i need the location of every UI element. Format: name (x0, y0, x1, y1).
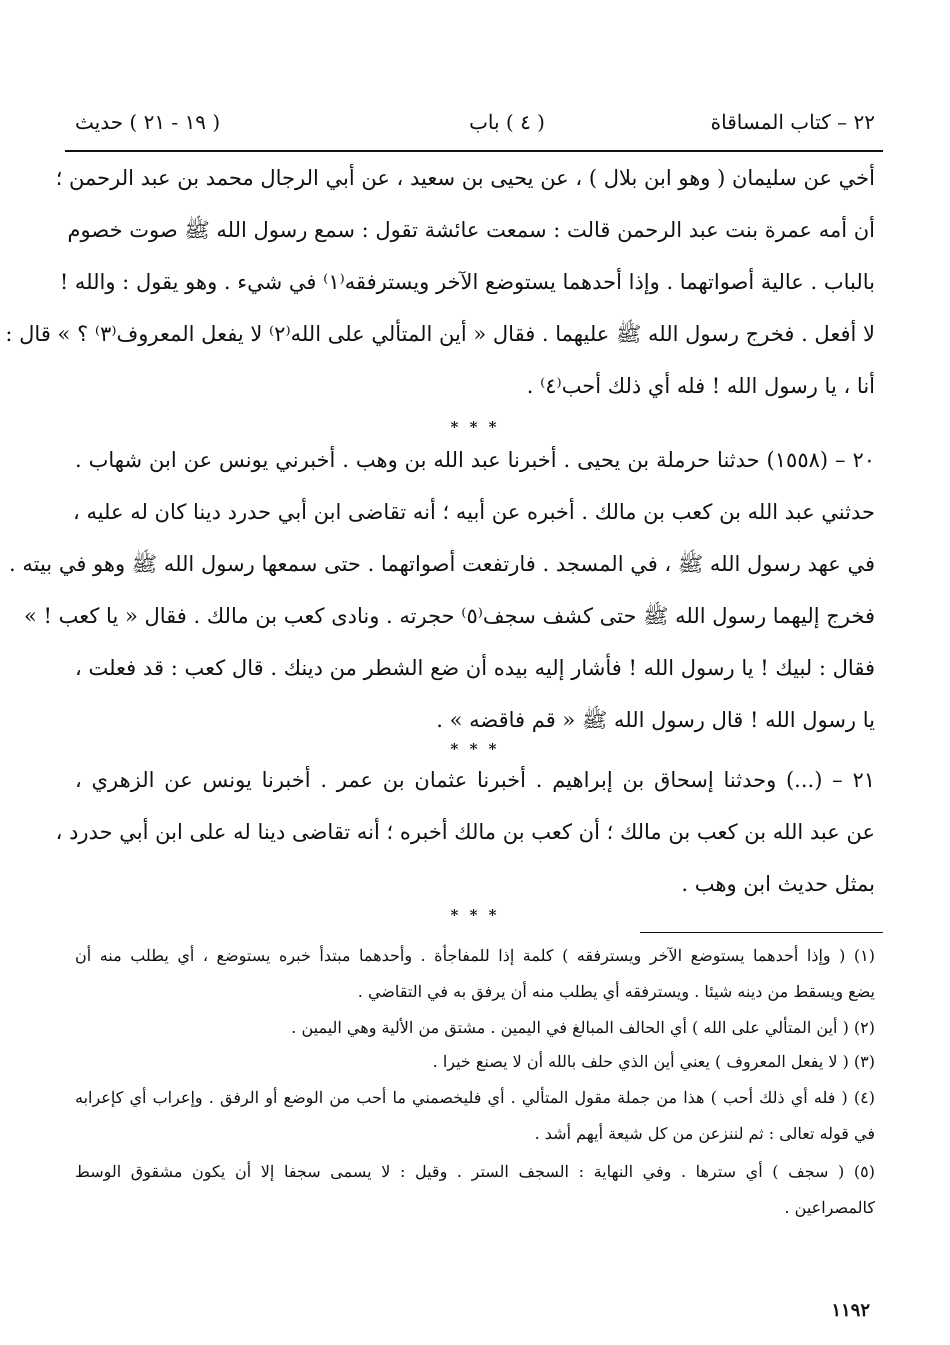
header-chapter: ( ٤ ) باب (469, 110, 545, 134)
text-line: عن عبد الله بن كعب بن مالك ؛ أن كعب بن مالك أخبره ؛ أنه تقاضى دينا له على ابن أبي حدرد ، (55, 820, 875, 844)
text-line: لا أفعل . فخرج رسول الله ﷺ عليهما . فقال « أين المتألي على الله⁽٢⁾ لا يفعل المعروف⁽٣⁾ ؟ » قال : (5, 322, 875, 346)
header-book-title: ٢٢ – كتاب المساقاة (710, 110, 875, 134)
text-line: أن أمه عمرة بنت عبد الرحمن قالت : سمعت عائشة تقول : سمع رسول الله ﷺ صوت خصوم (67, 218, 875, 242)
text-line: حدثني عبد الله بن كعب بن مالك . أخبره عن أبيه ؛ أنه تقاضى ابن أبي حدرد دينا كان له عليه ، (73, 500, 875, 524)
header-hadith-range: ( ١٩ - ٢١ ) حديث (75, 110, 221, 134)
text-line: في عهد رسول الله ﷺ ، في المسجد . فارتفعت أصواتهما . حتى سمعها رسول الله ﷺ وهو في بيته . (9, 552, 875, 576)
text-line: بالباب . عالية أصواتهما . وإذا أحدهما يستوضع الآخر ويسترفقه⁽١⁾ في شيء . وهو يقول : والله ! (59, 270, 875, 294)
header-rule (65, 150, 883, 152)
text-line: ٢٠ – (١٥٥٨) حدثنا حرملة بن يحيى . أخبرنا عبد الله بن وهب . أخبرني يونس عن ابن شهاب . (75, 448, 876, 472)
footnote-line: (٣) ( لا يفعل المعروف ) يعني أين الذي حلف بالله أن لا يصنع خيرا . (432, 1052, 875, 1071)
text-line: ٢١ – (...) وحدثنا إسحاق بن إبراهيم . أخبرنا عثمان بن عمر . أخبرنا يونس عن الزهري ، (75, 768, 875, 792)
footnote-line: يضع ويسقط من دينه شيئا . ويسترفقه أي يطلب منه أن يرفق به في التقاضي . (357, 982, 875, 1001)
section-separator: * * * (450, 418, 500, 436)
page-number: ١١٩٢ (831, 1300, 870, 1321)
text-line: فقال : لبيك ! يا رسول الله ! فأشار إليه بيده أن ضع الشطر من دينك . قال كعب : قد فعلت ، (75, 656, 875, 680)
footnote-line: (١) ( وإذا أحدهما يستوضع الآخر ويسترفقه ) كلمة إذا للمفاجأة . وأحدهما مبتدأ خبره يستوضع ، أي يطلب منه أن (75, 946, 875, 965)
text-line: أنا ، يا رسول الله ! فله أي ذلك أحب⁽٤⁾ . (526, 374, 875, 398)
section-separator: * * * (450, 740, 500, 758)
footnote-line: (٢) ( أين المتألي على الله ) أي الحالف المبالغ في اليمين . مشتق من الألية وهي اليمين . (291, 1018, 875, 1037)
footnote-line: (٥) ( سجف ) أي سترها . وفي النهاية : السجف الستر . وقيل : لا يسمى سجفا إلا أن يكون مشقوق الوسط (75, 1162, 875, 1181)
text-line: فخرج إليهما رسول الله ﷺ حتى كشف سجف⁽٥⁾ حجرته . ونادى كعب بن مالك . فقال « يا كعب ! » (24, 604, 875, 628)
section-separator: * * * (450, 906, 500, 924)
text-line: يا رسول الله ! قال رسول الله ﷺ « قم فاقضه » . (436, 708, 875, 732)
text-line: أخي عن سليمان ( وهو ابن بلال ) ، عن يحيى بن سعيد ، عن أبي الرجال محمد بن عبد الرحمن ؛ (55, 166, 875, 190)
running-header (75, 110, 875, 146)
text-line: بمثل حديث ابن وهب . (681, 872, 875, 896)
footnote-rule (640, 932, 883, 933)
footnote-line: كالمصراعين . (784, 1198, 875, 1217)
footnote-line: (٤) ( فله أي ذلك أحب ) هذا من جملة مقول المتألي . أي فليخصمني ما أحب من الوضع أو الرفق . وإعراب أي كإعرابه (75, 1088, 875, 1107)
footnote-line: في قوله تعالى : ثم لننزعن من كل شيعة أيهم أشد . (534, 1124, 875, 1143)
